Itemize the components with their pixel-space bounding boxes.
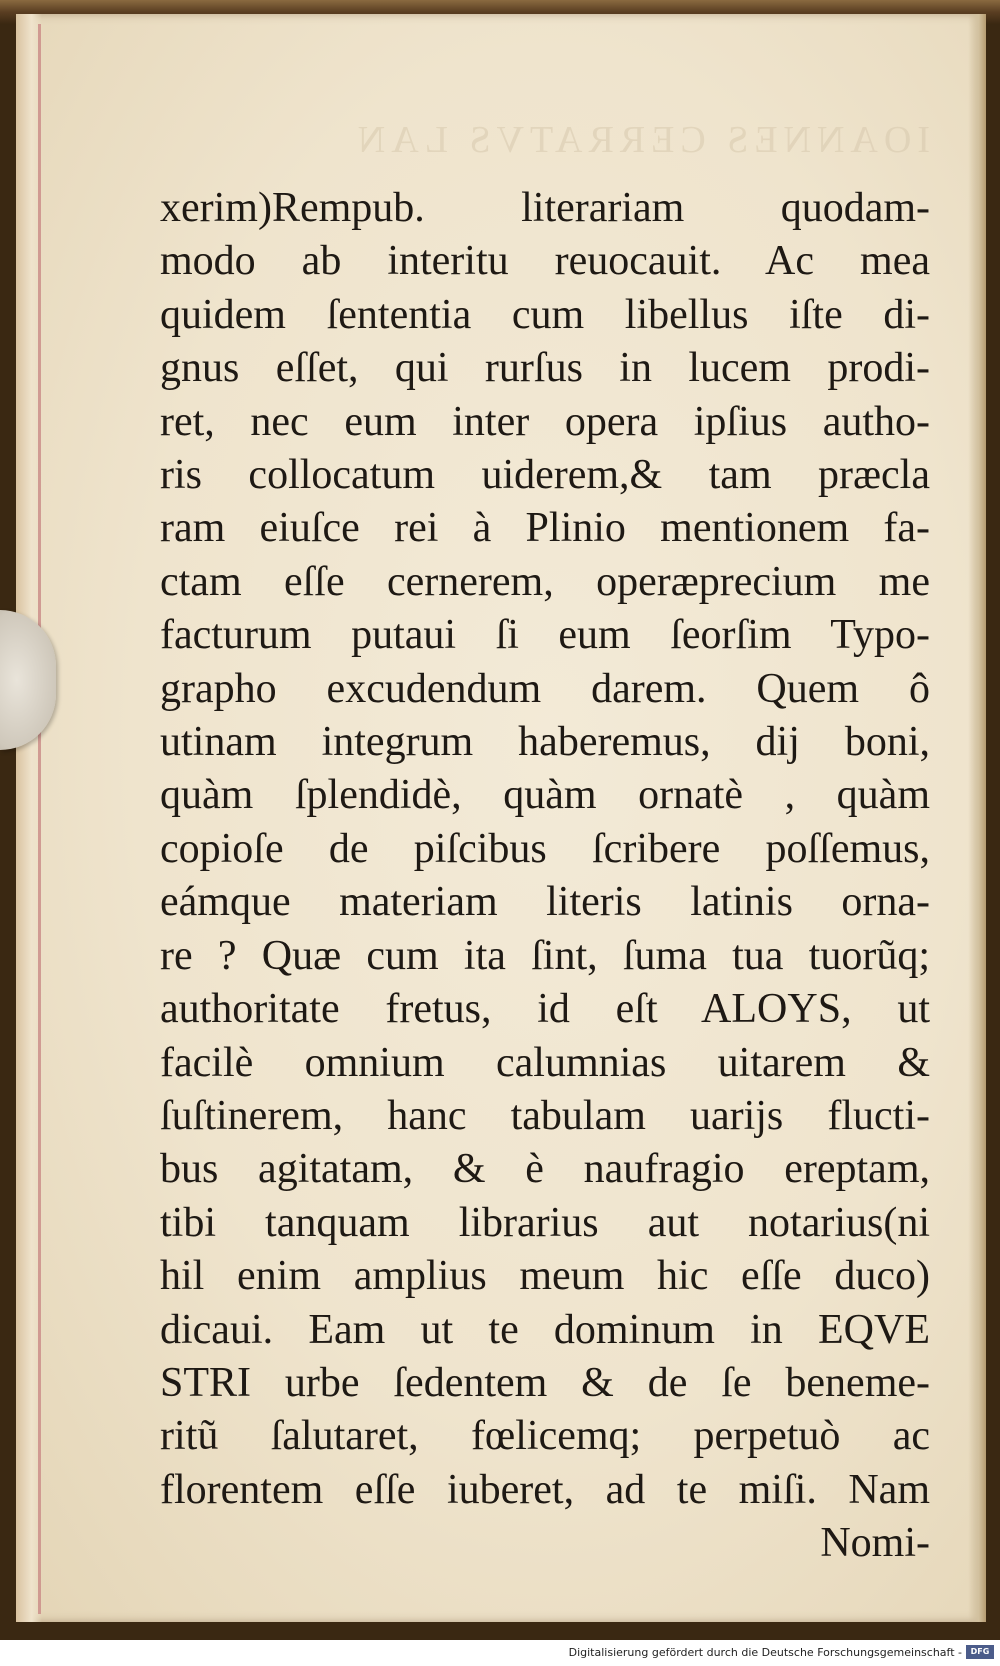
red-page-edge [38,24,41,1614]
text-line: bus agitatam, & è naufragio ereptam, [160,1146,930,1193]
text-line: quàm ſplendidè, quàm ornatè , quàm [160,772,930,819]
text-line: ritũ ſalutaret, fœlicemq; perpetuò ac [160,1413,930,1460]
text-line: tibi tanquam librarius aut notarius(ni [160,1199,930,1246]
text-line: grapho excudendum darem. Quem ô [160,665,930,712]
body-text [160,182,930,1571]
catchword: Nomi- [820,1520,930,1567]
text-line: ris collocatum uiderem,& tam præcla [160,452,930,499]
text-line: authoritate fretus, id eſt ALOYS, ut [160,986,930,1033]
text-line: modo ab interitu reuocauit. Ac mea [160,238,930,285]
footer-bar [0,1640,1000,1666]
text-line: ſuſtinerem, hanc tabulam uarijs flucti- [160,1092,930,1139]
text-line: eámque materiam literis latinis orna- [160,879,930,926]
text-line: ret, nec eum inter opera ipſius autho- [160,398,930,445]
text-line: dicaui. Eam ut te dominum in EQVE [160,1306,930,1353]
text-line: hil enim amplius meum hic eſſe duco) [160,1253,930,1300]
text-line: re ? Quæ cum ita ſint, ſuma tua tuorũq; [160,932,930,979]
text-line: facilè omnium calumnias uitarem & [160,1039,930,1086]
page-fore-edge [968,14,986,1622]
text-line: facturum putaui ſi eum ſeorſim Typo- [160,612,930,659]
text-line: utinam integrum haberemus, dij boni, [160,719,930,766]
text-line: florentem eſſe iuberet, ad te miſi. Nam [160,1466,930,1513]
text-line: quidem ſententia cum libellus iſte di- [160,291,930,338]
text-line: gnus eſſet, qui rurſus in lucem prodi- [160,345,930,392]
dfg-logo-icon: DFG [966,1645,994,1659]
text-line: xerim)Rempub. literariam quodam- [160,185,930,231]
show-through-header: IOANNES CERRATVS LAN [351,119,930,161]
text-line: ram eiuſce rei à Plinio mentionem fa- [160,505,930,552]
footer-credit: Digitalisierung gefördert durch die Deutsche Forschungsgemeinschaft - [568,1646,962,1659]
text-line: ctam eſſe cernerem, operæprecium me [160,558,930,605]
text-line: copioſe de piſcibus ſcribere poſſemus, [160,825,930,872]
text-line: STRI urbe ſedentem & de ſe beneme- [160,1359,930,1406]
